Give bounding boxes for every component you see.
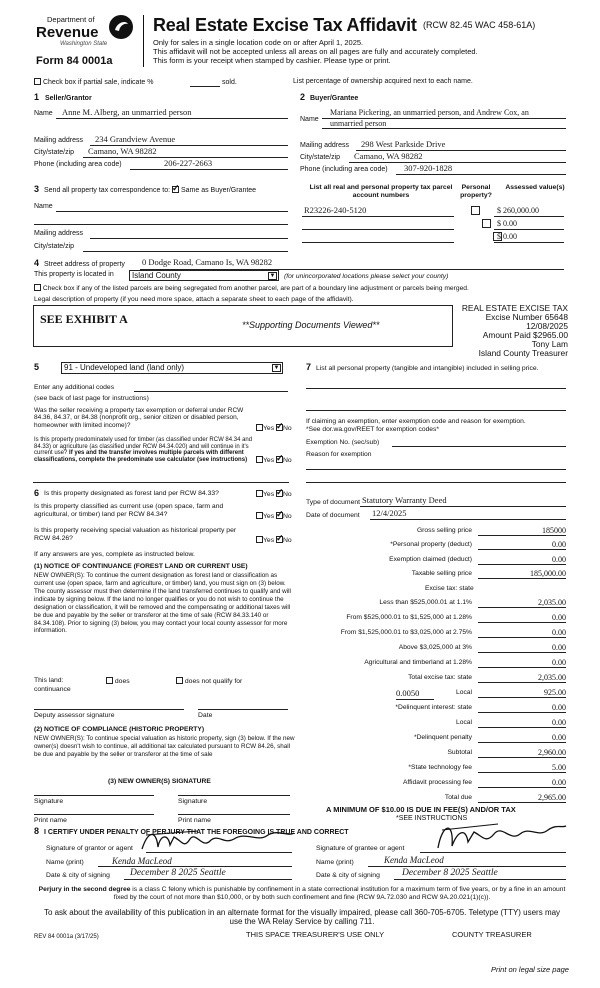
seller-phone-line [130,169,288,170]
dept-line1: Department of [47,15,95,24]
delinquent-state-value[interactable]: 0.00 [478,703,566,713]
grantee-sig-label: Signature of grantee or agent [316,845,405,852]
personal-value[interactable]: 0.00 [478,540,566,550]
dept-line3: Washington State [60,41,108,47]
no-label: No [282,491,292,498]
penalty-value[interactable]: 0.00 [478,733,566,743]
deputy-date-line[interactable] [198,709,288,710]
total-due-label: Total due [444,794,472,801]
no-label: No [282,425,292,432]
forest-no-checkbox[interactable] [276,490,283,497]
chevron-down-icon[interactable]: ▼ [269,273,276,279]
sec3-name-line[interactable] [56,211,288,212]
reason-label: Reason for exemption [306,451,372,458]
buyer-name-value-1[interactable]: Mariana Pickering, an unmarried person, and Andrew Cox, an [330,108,529,117]
tier2-value[interactable]: 0.00 [478,613,566,623]
sec8-number: 8 [34,826,40,836]
current-use-yes-no [256,512,292,521]
grantor-print-value[interactable]: Kenda MacLeod [112,856,172,866]
tier1-value[interactable]: 2,035.00 [478,598,566,608]
doc-date-line [370,519,566,520]
taxable-value[interactable]: 185,000.00 [478,569,566,579]
forest-yes-checkbox[interactable] [256,490,263,497]
tier2-label: From $525,000.01 to $1,525,000 at 1.28% [346,614,472,621]
personal-checkbox-2[interactable] [482,219,491,228]
sec7-number: 7 [306,362,312,372]
tier4-value[interactable]: 0.00 [478,643,566,653]
agri-label: Agricultural and timberland at 1.28% [364,659,472,666]
county-note: (for unincorporated locations please select your county) [284,273,449,280]
excise-state-header: Excise tax: state [425,585,474,592]
dept-line2: Revenue [36,24,99,41]
form-number: Form 84 0001a [36,55,113,67]
timber-yes-no [256,456,292,465]
sec6-number: 6 [34,488,40,498]
agri-value[interactable]: 0.00 [478,658,566,668]
exempt-no-line[interactable] [392,446,566,447]
county-select[interactable] [129,270,279,281]
doc-date-value[interactable]: 12/4/2025 [372,508,407,518]
segregated-checkbox[interactable] [34,284,41,291]
does-not-label: does not qualify for [184,678,243,685]
exemption-no-checkbox[interactable] [276,424,283,431]
deputy-date-label: Date [198,712,213,719]
owner-print-label-1: Print name [34,817,67,824]
buyer-name-value-2[interactable]: unmarried person [330,119,387,128]
notice3-title: (3) NEW OWNER(S) SIGNATURE [108,778,211,785]
subtotal-value[interactable]: 2,960.00 [478,748,566,758]
does-checkbox[interactable] [106,677,113,684]
supporting-docs: **Supporting Documents Viewed** [242,320,380,330]
subtotal-label: Subtotal [447,749,472,756]
owner-sig-label-2: Signature [178,798,208,805]
seller-phone-value[interactable]: 206-227-2663 [164,158,213,168]
calc-tech-fee [300,763,568,776]
buyer-heading: Buyer/Grantee [310,95,359,102]
exempt-no-label: Exemption No. (sec/sub) [306,439,380,446]
header-note-2: This affidavit will not be accepted unless all areas on all pages are fully and accurately completed. [153,47,478,56]
current-use-no-checkbox[interactable] [276,512,283,519]
buyer-number: 2 [300,92,306,102]
does-option [106,677,130,686]
timber-yes-checkbox[interactable] [256,456,263,463]
land-use-value: 91 - Undeveloped land (land only) [64,363,185,372]
doc-type-line [360,506,566,507]
buyer-city-line [349,162,566,163]
rev-number: REV 84 0001a (3/17/25) [34,934,99,940]
additional-codes-line[interactable] [134,391,288,392]
historic-yes-checkbox[interactable] [256,536,263,543]
segregated-label: Check box if any of the listed parcels are being segregated from another parcel, are part of a boundary line adjustment or parcels being merged. [42,285,469,292]
assessed-value-1[interactable]: $ 260,000.00 [497,206,539,215]
sec3-text-label: Send all property tax correspondence to: [44,187,171,194]
seller-name-value[interactable]: Anne M. Alberg, an unmarried person [62,107,192,117]
calc-subtotal [300,748,568,761]
owner-sig-line-1[interactable] [34,795,154,796]
personal-property-line-2[interactable] [306,410,566,411]
sec3-number: 3 [34,184,40,194]
calc-delinquent-local [300,718,568,731]
parcel-line-3[interactable] [302,242,454,243]
historic-no-checkbox[interactable] [276,536,283,543]
notice2-text: NEW OWNER(S): To continue special valuation as historic property, sign (3) below. If the new owner(s) doesn't wish to continue, all additional tax calculated pursuant to RCW 84.26, shall be due and payable by the seller or transferor at the time of sale [34,735,295,758]
segregated-row [34,284,469,293]
assessed-value-3[interactable]: $ 0.00 [497,232,517,241]
seller-city-label: City/state/zip [34,149,75,156]
notice2-title: (2) NOTICE OF COMPLIANCE (HISTORIC PROPERTY) [34,726,205,733]
assessed-col-header: Assessed value(s) [505,184,565,191]
no-label: No [282,513,292,520]
total-state-value[interactable]: 2,035.00 [478,673,566,683]
does-label: does [114,678,130,685]
yes-label: Yes [263,513,275,520]
exemption-yes-checkbox[interactable] [256,424,263,431]
calc-processing [300,778,568,791]
grantee-print-line [368,866,566,867]
land-use-select[interactable] [61,362,283,374]
buyer-mailing-label: Mailing address [300,142,350,149]
delinquent-local-value[interactable]: 0.00 [478,718,566,728]
calc-gross [300,526,568,539]
calc-exemption [300,555,568,568]
tier4-label: Above $3,025,000 at 3% [398,644,472,651]
owner-print-label-2: Print name [178,817,211,824]
timber-question [34,437,256,464]
grantee-print-label: Name (print) [316,859,354,866]
partial-sale-checkbox[interactable] [34,78,41,85]
print-legal: Print on legal size page [491,965,569,974]
doc-type-label: Type of document [306,499,361,506]
buyer-mailing-value[interactable]: 298 West Parkside Drive [361,139,446,149]
perjury-bold: Perjury in the second degree [38,886,131,893]
additional-codes-label: Enter any additional codes [34,384,115,391]
this-land-row [34,677,63,685]
accessibility-note: To ask about the availability of this publication in an alternate format for the visually impaired, please call 360-705-6705. Teletype (TTY) users may use the WA Relay Service by calling 711. [43,908,561,927]
no-label: No [282,537,292,544]
exemption-question: Was the seller receiving a property tax exemption or deferral under RCW 84.36, 84.37, or 84.38 (nonprofit org., senior citizen or disabled person, homeowner with limited income)? [34,407,244,429]
buyer-city-value[interactable]: Camano, WA 98282 [354,151,423,161]
tier1-label: Less than $525,000.01 at 1.1% [379,599,472,606]
perjury-notice [34,886,570,902]
stamp-line-5: Tony Lam [531,339,568,350]
seller-city-value[interactable]: Camano, WA 98282 [88,146,157,156]
assessed-line-2 [494,229,564,230]
tier3-value[interactable]: 0.00 [478,628,566,638]
owner-sig-line-2[interactable] [178,795,290,796]
treasurer-stamp [455,304,568,358]
parcel-line-1 [302,216,454,217]
buyer-phone-label: Phone (including area code) [300,166,388,173]
taxable-label: Taxable selling price [411,570,472,577]
parcel-col-header: List all real and personal property tax parcel account numbers [309,184,453,199]
continuance-label: continuance [34,686,71,693]
header-note-3-text: This form is your receipt when stamped by cashier. Please type or print. [153,56,391,65]
exemption-yes-no [256,424,292,433]
delinquent-state-label: *Delinquent interest: state [395,704,472,711]
stamp-line-4: Amount Paid $2965.00 [482,330,568,341]
local-label: Local [456,689,472,696]
calc-agri [300,658,568,671]
certify-text: I CERTIFY UNDER PENALTY OF PERJURY THAT THE FOREGOING IS TRUE AND CORRECT [44,829,349,836]
street-label: Street address of property [44,261,125,268]
timber-question-bold: If yes and the transfer involves multiple parcels with different classifications, complete the predominate use calculator (see instructions) [34,450,248,464]
reason-line-1[interactable] [306,469,566,470]
gross-label: Gross selling price [416,527,472,534]
form-statute: (RCW 82.45 WAC 458-61A) [423,20,536,30]
sec3-text [44,186,256,195]
exemption-label: Exemption claimed (deduct) [389,556,472,563]
sec3-name-label: Name [34,203,53,210]
sec3-mailing-label: Mailing address [34,230,84,237]
historic-question: Is this property receiving special valuation as historical property per RCW 84.26? [34,527,237,542]
seller-phone-label: Phone (including area code) [34,161,122,168]
calc-tier4 [300,643,568,656]
parcel-line-2[interactable] [302,229,454,230]
grantor-date-label: Date & city of signing [46,872,110,879]
calc-penalty [300,733,568,746]
street-value[interactable]: 0 Dodge Road, Camano Is, WA 98282 [142,257,273,267]
calc-taxable [300,569,568,582]
owner-print-line-2[interactable] [178,814,290,815]
treasurer-space: THIS SPACE TREASURER'S USE ONLY [246,930,385,939]
grantee-date-value[interactable]: December 8 2025 Seattle [402,868,498,878]
form-title: Real Estate Excise Tax Affidavit [153,15,417,35]
yes-label: Yes [263,537,275,544]
grantee-date-line [394,879,566,880]
buyer-city-label: City/state/zip [300,154,341,161]
perjury-text: is a class C felony which is punishable by confinement in a state correctional institution for a maximum term of five years, or by a fine in an amount fixed by the court of not more than $10,000, or by both such confinement and fine (RCW 9A.72.030 and RCW 9A.20.021(1)(c)). [113,886,566,902]
sec3-city-line[interactable] [83,251,288,252]
sec4-number: 4 [34,258,40,268]
dor-logo [32,14,134,52]
grantor-signature[interactable] [138,827,298,857]
does-not-checkbox[interactable] [176,677,183,684]
buyer-name-line-2 [322,128,566,129]
minimum-note: A MINIMUM OF $10.00 IS DUE IN FEE(S) AND/OR TAX [326,805,516,814]
partial-sale-label: Check box if partial sale, indicate % [42,79,154,86]
total-due-value[interactable]: 2,965.00 [478,793,566,803]
county-select-value: Island County [132,271,181,280]
grantee-date-label: Date & city of signing [316,872,380,879]
historic-yes-no [256,536,292,545]
calc-tier3 [300,628,568,641]
assessed-value-2[interactable]: $ 0.00 [497,219,517,228]
see-back-note: (see back of last page for instructions) [34,395,149,402]
buyer-name-label: Name [300,116,319,123]
if-any-note: If any answers are yes, complete as instructed below. [34,551,195,558]
no-label: No [282,457,292,464]
seller-name-label: Name [34,110,53,117]
does-not-option [176,677,242,686]
sec7-text: List all personal property (tangible and intangible) included in selling price. [316,365,539,372]
personal-col-header: Personal property? [460,184,492,199]
revenue-swirl-icon [108,14,134,40]
sec5-divider [33,482,289,483]
sec3-city-label: City/state/zip [34,243,75,250]
calc-total-state [300,673,568,686]
same-as-buyer-checkbox[interactable] [172,186,179,193]
seller-mailing-value[interactable]: 234 Grandview Avenue [95,134,176,144]
grantor-date-line [124,879,292,880]
seller-number: 1 [34,92,40,102]
personal-label: *Personal property (deduct) [390,541,472,548]
buyer-phone-value[interactable]: 307-920-1828 [404,163,453,173]
header-divider [143,15,144,67]
delinquent-local-label: Local [456,719,472,726]
deputy-sig-line[interactable] [34,709,184,710]
see-exhibit: SEE EXHIBIT A [40,312,128,326]
partial-sale-row [34,78,153,87]
assessed-line-1 [494,216,564,217]
calc-personal [300,540,568,553]
calc-local [300,688,568,701]
stamp-line-6: Island County Treasurer [478,348,568,359]
partial-pct-field[interactable] [190,86,220,87]
county-treasurer: COUNTY TREASURER [452,930,532,939]
see-instructions: *SEE INSTRUCTIONS [396,815,468,822]
stamp-line-3: 12/08/2025 [526,321,568,332]
calc-delinquent-state [300,703,568,716]
yes-label: Yes [263,457,275,464]
reason-line-2[interactable] [306,482,566,483]
processing-label: Affidavit processing fee [402,779,472,786]
penalty-label: *Delinquent penalty [414,734,472,741]
owner-print-line-1[interactable] [34,814,154,815]
list-pct-note: List percentage of ownership acquired next to each name. [293,78,473,85]
current-use-question: Is this property classified as current use (open space, farm and agricultural, or timber) land per RCW 84.34? [34,503,224,518]
header-note-1: Only for sales in a single location code on or after April 1, 2025. [153,38,364,47]
located-label: This property is located in [34,271,114,278]
calc-tier1 [300,598,568,611]
forest-question: Is this property designated as forest land per RCW 84.33? [44,490,219,497]
exemption-value[interactable]: 0.00 [478,555,566,565]
current-use-yes-checkbox[interactable] [256,512,263,519]
local-value[interactable]: 925.00 [478,688,566,698]
parcel-number-1[interactable]: R23226-240-5120 [304,205,367,215]
grantee-print-value[interactable]: Kenda MacLeod [384,855,444,865]
personal-checkbox-1[interactable] [471,206,480,215]
assessed-line-3 [494,242,564,243]
stamp-line-1: REAL ESTATE EXCISE TAX [461,303,568,313]
tech-fee-label: *State technology fee [408,764,472,771]
forest-yes-no [256,490,292,499]
exempt-text: If claiming an exemption, enter exemption code and reason for exemption. *See dor.wa.gov/REET for exemption codes* [306,418,526,433]
doc-type-value[interactable]: Statutory Warranty Deed [362,495,447,505]
owner-sig-label-1: Signature [34,798,64,805]
tech-fee-value[interactable]: 5.00 [478,763,566,773]
grantor-sig-label: Signature of grantor or agent [46,845,133,852]
local-rate: 0.0050 [396,689,434,700]
processing-value[interactable]: 0.00 [478,778,566,788]
deputy-sig-label: Deputy assessor signature [34,712,115,719]
personal-property-line-1[interactable] [306,388,566,389]
timber-no-checkbox[interactable] [276,456,283,463]
header-note-3 [153,57,391,66]
doc-date-label: Date of document [306,512,360,519]
sec5-number: 5 [34,362,40,372]
seller-mailing-label: Mailing address [34,137,84,144]
grantee-signature[interactable] [428,818,568,856]
seller-name-line [56,118,288,119]
sec3-mailing-line[interactable] [90,238,288,239]
total-state-label: Total excise tax: state [408,674,472,681]
chevron-down-icon[interactable]: ▼ [273,365,280,371]
partial-sold-label: sold. [222,79,237,86]
legal-label: Legal description of property (if you need more space, attach a separate sheet to each page of the affidavit). [34,296,354,303]
calc-tier2 [300,613,568,626]
notice1-title: (1) NOTICE OF CONTINUANCE (FOREST LAND OR CURRENT USE) [34,563,248,570]
buyer-phone-line [396,174,566,175]
tier3-label: From $1,525,000.01 to $3,025,000 at 2.75% [340,629,472,636]
sec3-name-line-2[interactable] [34,224,288,225]
seller-heading: Seller/Grantor [45,95,92,102]
same-as-buyer-label: Same as Buyer/Grantee [180,187,257,194]
grantor-print-label: Name (print) [46,859,84,866]
gross-value[interactable]: 185000 [478,526,566,536]
this-land-label: This land: [34,677,64,684]
notice1-text: NEW OWNER(S): To continue the current designation as forest land or classification as current use (open space, farm and agriculture, or timber) land, you must sign on (3) below. The county assessor must then determine if the land transferred continues to qualify and will indicate by signing below. If the land no longer qualifies or you do not wish to continue the designation or classification, it will be removed and the compensating or additional taxes will be due and payable by the seller or transferor at the time of sale (RCW 84.33.140 or 84.34.108). Prior to signing (3) below, you may contact your local county assessor for more information. [34,572,291,635]
yes-label: Yes [263,491,275,498]
stamp-line-2: Excise Number 65648 [485,312,568,323]
timber-question-text: Is this property predominately used for timber (as classified under RCW 84.34 and 84.33) or agriculture (as classified under RCW 84.34.020) and will continue in it's current use? [34,437,253,457]
yes-label: Yes [263,425,275,432]
grantor-date-value[interactable]: December 8 2025 Seattle [130,868,226,878]
